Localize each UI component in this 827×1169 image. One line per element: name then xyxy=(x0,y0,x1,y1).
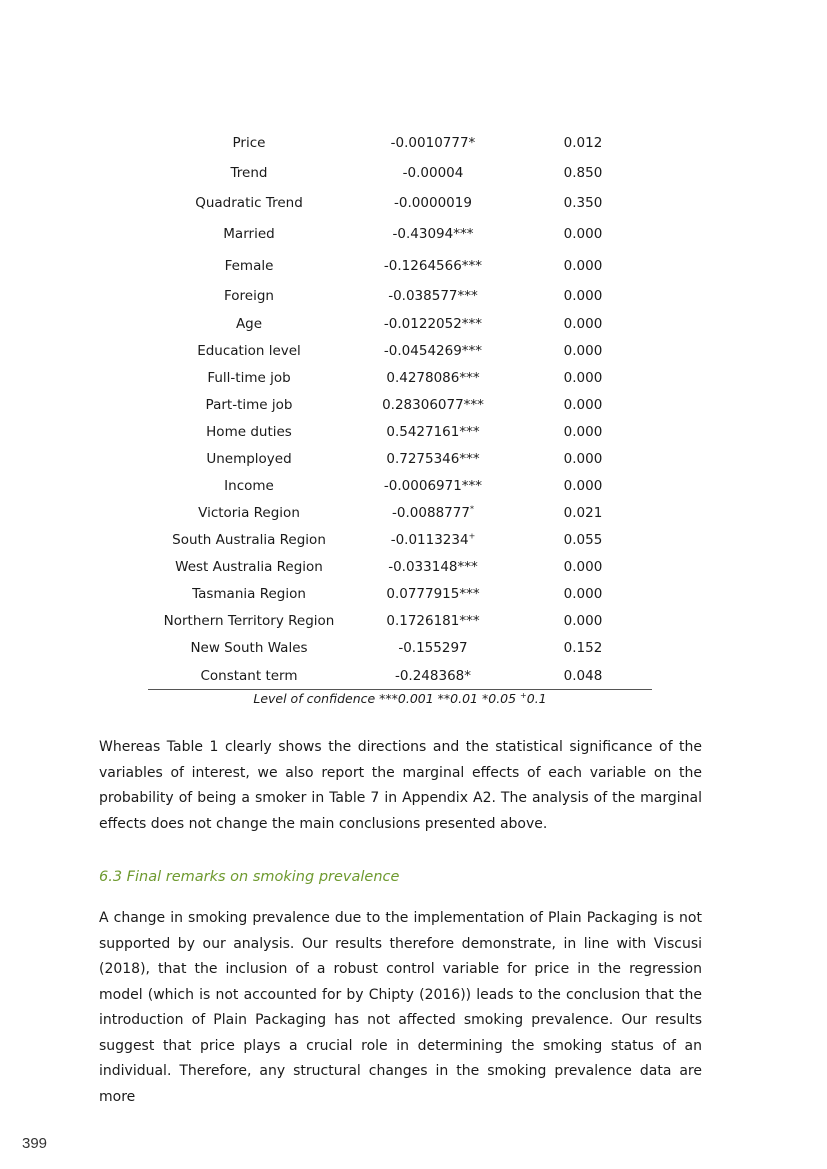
coefficient: -0.038577*** xyxy=(388,288,478,304)
body-paragraph-marginal-effects: Whereas Table 1 clearly shows the directions and the statistical significance of the variables of interest, we also report the marginal effects of each variable on the probability of being a smoker in Table 7 in Appendix A2. The analysis of the marginal effects does not change the main conclusions presented above. xyxy=(99,739,702,832)
coefficient: -0.0006971*** xyxy=(383,478,483,494)
coefficient: 0.4278086*** xyxy=(386,370,480,386)
variable-name: Victoria Region xyxy=(198,505,300,521)
p-value: 0.152 xyxy=(563,640,603,656)
table-caption xyxy=(148,690,652,708)
variable-name: Tasmania Region xyxy=(192,586,306,602)
p-value: 0.000 xyxy=(563,288,603,304)
p-value: 0.055 xyxy=(563,532,603,548)
table-row xyxy=(148,528,652,552)
variable-name: Price xyxy=(232,135,266,151)
coefficient: 0.7275346*** xyxy=(386,451,480,467)
variable-name: New South Wales xyxy=(190,640,308,656)
table-row xyxy=(148,131,652,155)
coefficient-value: -0.0113234 xyxy=(390,532,469,548)
p-value: 0.000 xyxy=(563,451,603,467)
coefficient xyxy=(348,501,518,525)
p-value: 0.000 xyxy=(563,478,603,494)
table-row xyxy=(148,501,652,525)
p-value: 0.000 xyxy=(563,226,603,242)
p-value: 0.048 xyxy=(563,668,603,684)
table-row xyxy=(148,447,652,471)
table-row xyxy=(148,609,652,633)
table-row xyxy=(148,254,652,278)
table-row xyxy=(148,191,652,215)
table-row xyxy=(148,555,652,579)
variable-name: Northern Territory Region xyxy=(163,613,335,629)
coefficient: -0.0122052*** xyxy=(383,316,483,332)
coefficient: 0.28306077*** xyxy=(382,397,484,413)
caption-plus-mark: + xyxy=(520,690,527,700)
variable-name: Quadratic Trend xyxy=(195,195,303,211)
table-row xyxy=(148,474,652,498)
table-row xyxy=(148,284,652,308)
variable-name: Constant term xyxy=(200,668,298,684)
p-value: 0.000 xyxy=(563,586,603,602)
caption-end: 0.1 xyxy=(526,691,547,706)
variable-name: Home duties xyxy=(206,424,292,440)
coefficient: -0.155297 xyxy=(398,640,468,656)
table-row xyxy=(148,664,652,688)
coefficient: -0.00004 xyxy=(402,165,464,181)
variable-name: Income xyxy=(224,478,274,494)
coefficient: -0.1264566*** xyxy=(383,258,483,274)
coefficient: -0.0000019 xyxy=(394,195,472,211)
table-row xyxy=(148,312,652,336)
table-row xyxy=(148,161,652,185)
coefficient: 0.1726181*** xyxy=(386,613,480,629)
p-value: 0.000 xyxy=(563,613,603,629)
coefficient: -0.033148*** xyxy=(388,559,478,575)
p-value: 0.000 xyxy=(563,370,603,386)
variable-name: Unemployed xyxy=(206,451,292,467)
significance-mark: + xyxy=(468,531,476,541)
p-value: 0.000 xyxy=(563,343,603,359)
table-row xyxy=(148,393,652,417)
p-value: 0.000 xyxy=(563,397,603,413)
table-row xyxy=(148,636,652,660)
variable-name: South Australia Region xyxy=(172,532,326,548)
p-value: 0.012 xyxy=(563,135,603,151)
coefficient-value: -0.0088777 xyxy=(392,505,470,521)
section-heading: 6.3 Final remarks on smoking prevalence xyxy=(99,869,400,885)
variable-name: West Australia Region xyxy=(175,559,323,575)
p-value: 0.000 xyxy=(563,424,603,440)
p-value: 0.000 xyxy=(563,258,603,274)
coefficient: -0.0454269*** xyxy=(383,343,483,359)
coefficient: -0.248368* xyxy=(394,668,472,684)
variable-name: Age xyxy=(235,316,263,332)
page-number: 399 xyxy=(22,1135,48,1152)
p-value: 0.000 xyxy=(563,559,603,575)
table-row xyxy=(148,366,652,390)
coefficient: 0.0777915*** xyxy=(386,586,480,602)
p-value: 0.350 xyxy=(563,195,603,211)
table-row xyxy=(148,420,652,444)
variable-name: Married xyxy=(223,226,275,242)
variable-name: Foreign xyxy=(224,288,274,304)
caption-text: Level of confidence ***0.001 **0.01 *0.05 xyxy=(253,691,521,706)
variable-name: Part-time job xyxy=(205,397,293,413)
coefficient: -0.43094*** xyxy=(392,226,474,242)
coefficient: 0.5427161*** xyxy=(386,424,480,440)
table-row xyxy=(148,222,652,246)
table-row xyxy=(148,582,652,606)
p-value: 0.021 xyxy=(563,505,603,521)
p-value: 0.000 xyxy=(563,316,603,332)
coefficient: -0.0010777* xyxy=(390,135,476,151)
variable-name: Trend xyxy=(230,165,268,181)
table-row xyxy=(148,339,652,363)
body-paragraph-final-remarks: A change in smoking prevalence due to the implementation of Plain Packaging is not supported by our analysis. Our results therefore demonstrate, in line with Viscusi (2018), that the inclusion of a robust control variable for price in the regression model (which is not accounted for by Chipty (2016)) leads to the conclusion that the introduction of Plain Packaging has not affected smoking prevalence. Our results suggest that price plays a crucial role in determining the smoking status of an individual. Therefore, any structural changes in the smoking prevalence data are more xyxy=(99,910,702,1105)
variable-name: Female xyxy=(224,258,274,274)
variable-name: Full-time job xyxy=(207,370,291,386)
variable-name: Education level xyxy=(197,343,301,359)
significance-mark: * xyxy=(469,504,474,514)
p-value: 0.850 xyxy=(563,165,603,181)
coefficient xyxy=(348,528,518,552)
